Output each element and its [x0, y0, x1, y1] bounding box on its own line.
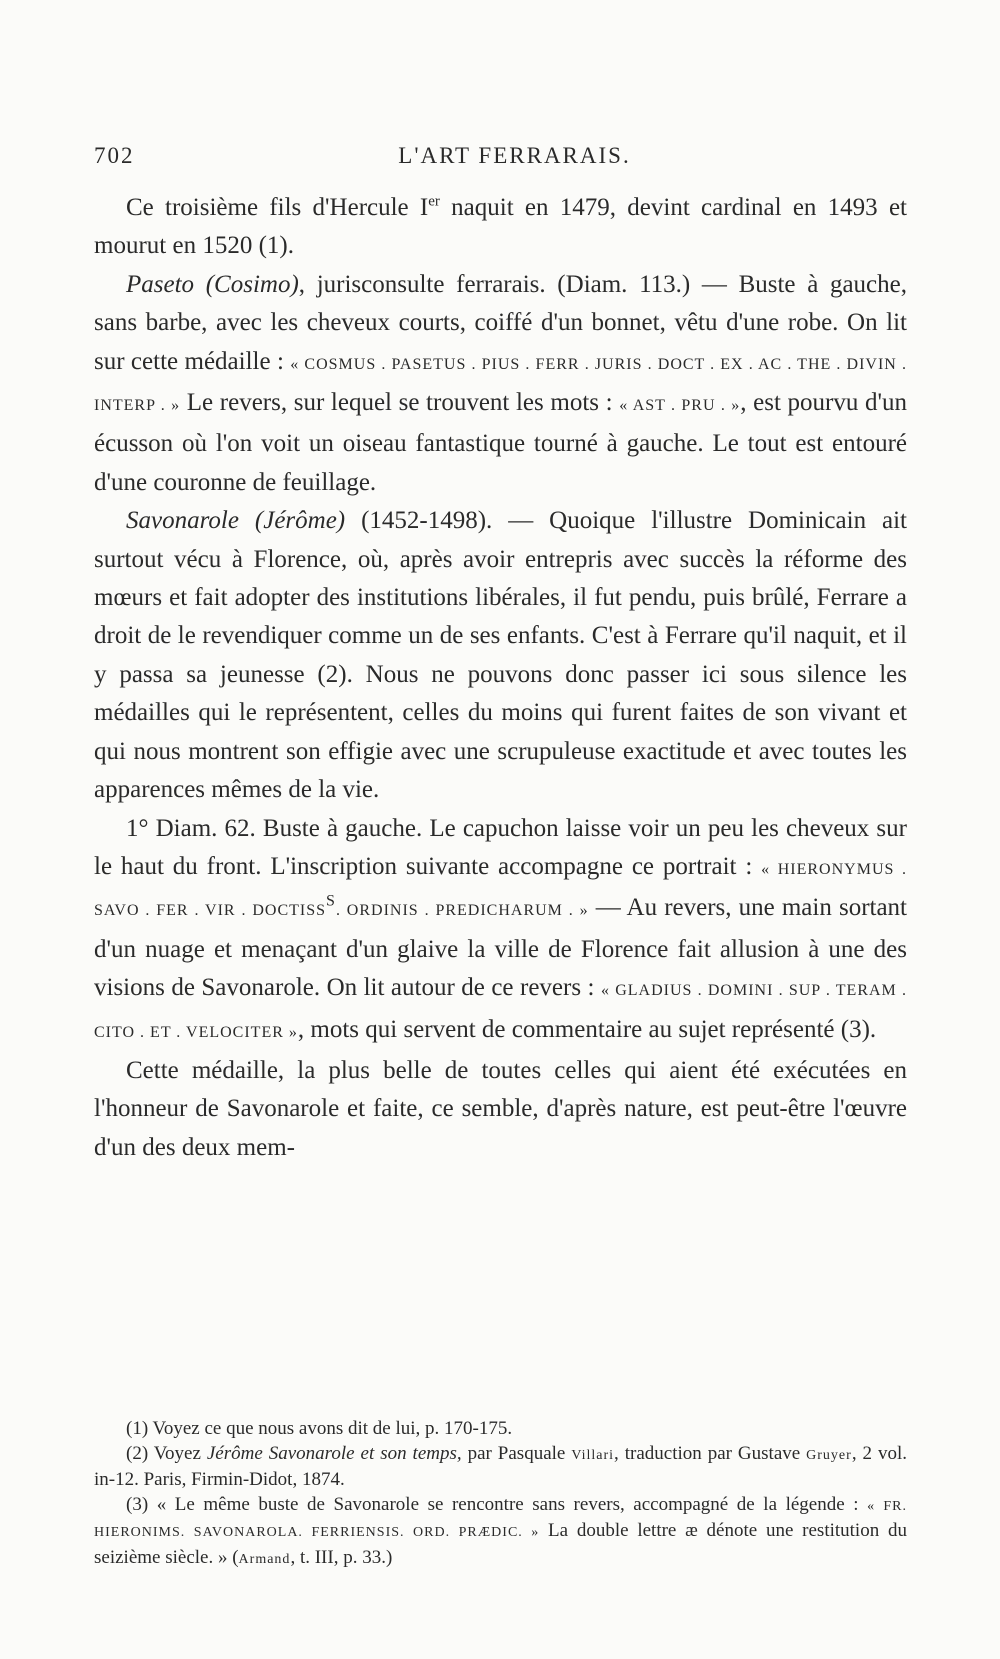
medal-subject-name: Savonarole: [126, 507, 239, 535]
text-run: , mots qui servent de commentaire au sujet représenté (3).: [297, 1015, 877, 1043]
text-run: Cette médaille, la plus belle de toutes celles qui aient été exécutées en l'honneur de Savonarole et faite, ce semble, d'après nature, est peut-être l'œuvre d'un des deux mem-: [94, 1056, 907, 1161]
text-run: par Pasquale: [461, 1442, 572, 1464]
paragraph-ippolito: [94, 189, 907, 266]
footnote-2: [94, 1442, 907, 1493]
text-run: , t. III, p. 33.): [290, 1546, 393, 1568]
paragraph-savonarole: [94, 502, 907, 809]
author-name: Armand: [238, 1551, 291, 1567]
medal-inscription: « COSMUS . PASETUS . PIUS . FERR . JURIS . DOCT . EX . AC . THE . DIVIN . INTERP . »: [94, 355, 907, 415]
author-name: Villari: [571, 1447, 615, 1463]
main-text: [94, 189, 907, 1167]
author-name: Gruyer: [806, 1447, 852, 1463]
medal-subject-forename: (Cosimo): [205, 270, 299, 298]
medal-subject-forename: (Jérôme): [254, 507, 346, 535]
medal-inscription: . ORDINIS . PREDICHARUM . »: [335, 902, 589, 920]
text-run: 1° Diam. 62. Buste à gauche. Le capuchon laisse voir un peu les cheveux sur le haut du front. L'inscription suivante accompagne ce portrait :: [94, 814, 907, 880]
running-title: L'ART FERRARAIS.: [398, 143, 631, 168]
medal-inscription: « GLADIUS . DOMINI . SUP . TERAM . CITO . ET . VELOCITER »: [94, 982, 907, 1041]
text-run: La double lettre æ dénote une restitution du seizième siècle. » (: [94, 1520, 907, 1568]
page-number: 702: [94, 143, 135, 168]
text-run: , 2 vol. in-12. Paris, Firmin-Didot, 1874.: [94, 1442, 908, 1490]
text-run: , traduction par Gustave: [614, 1442, 807, 1464]
medal-inscription: « AST . PRU . »: [619, 397, 741, 415]
superscript: S: [326, 892, 336, 910]
paragraph-medal-1: [94, 810, 907, 1052]
text-run: naquit en 1479, devint cardinal en 1493 et mourut en 1520 (1).: [94, 194, 907, 260]
medal-inscription: « HIERONYMUS . SAVO . FER . VIR . DOCTISS: [94, 860, 907, 920]
paragraph-attribution: [94, 1052, 907, 1167]
medal-inscription: « FR. HIERONIMS. SAVONAROLA. FERRIENSIS. ORD. PRÆDIC. »: [94, 1498, 908, 1540]
superscript: er: [428, 193, 440, 210]
medal-subject-name: Paseto: [126, 270, 195, 298]
footnote-3: [94, 1493, 907, 1573]
text-run: Le revers, sur lequel se trouvent les mots :: [180, 389, 620, 417]
paragraph-paseto: [94, 266, 907, 502]
footnotes: [94, 1417, 907, 1572]
text-run: — Au revers, une main sortant d'un nuage et menaçant d'un glaive la ville de Florence fait allusion à une des visions de Savonarole. On lit autour de ce revers :: [94, 894, 908, 1002]
text-run: , est pourvu d'un écusson où l'on voit un oiseau fantastique tourné à gauche. Le tout est entouré d'une couronne de feuillage.: [94, 389, 907, 496]
footnote-1: (1) Voyez ce que nous avons dit de lui, p. 170-175.: [126, 1418, 513, 1439]
book-title: Jérôme Savonarole et son temps,: [206, 1442, 462, 1464]
text-run: , jurisconsulte ferrarais. (Diam. 113.) — Buste à gauche, sans barbe, avec les cheveux courts, coiffé d'un bonnet, vêtu d'une robe. On lit sur cette médaille :: [94, 270, 907, 375]
text-run: Ce troisième fils d'Hercule I: [126, 194, 429, 221]
text-run: (3) « Le même buste de Savonarole se rencontre sans revers, accompagné de la légende :: [126, 1493, 868, 1515]
text-run: (1452-1498). — Quoique l'illustre Dominicain ait surtout vécu à Florence, où, après avoir entrepris avec succès la réforme des mœurs et fait adopter des institutions libérales, il fut pendu, puis brûlé, Ferrare a droit de le revendiquer comme un de ses enfants. C'est à Ferrare qu'il naquit, et il y passa sa jeunesse (2). Nous ne pouvons donc passer ici sous silence les médailles qui le représentent, celles du moins qui furent faites de son vivant et qui nous montrent son effigie avec une scrupuleuse exactitude et avec toutes les apparences mêmes de la vie.: [94, 507, 908, 804]
text-run: (2) Voyez: [126, 1442, 207, 1464]
page-header: [94, 143, 907, 175]
